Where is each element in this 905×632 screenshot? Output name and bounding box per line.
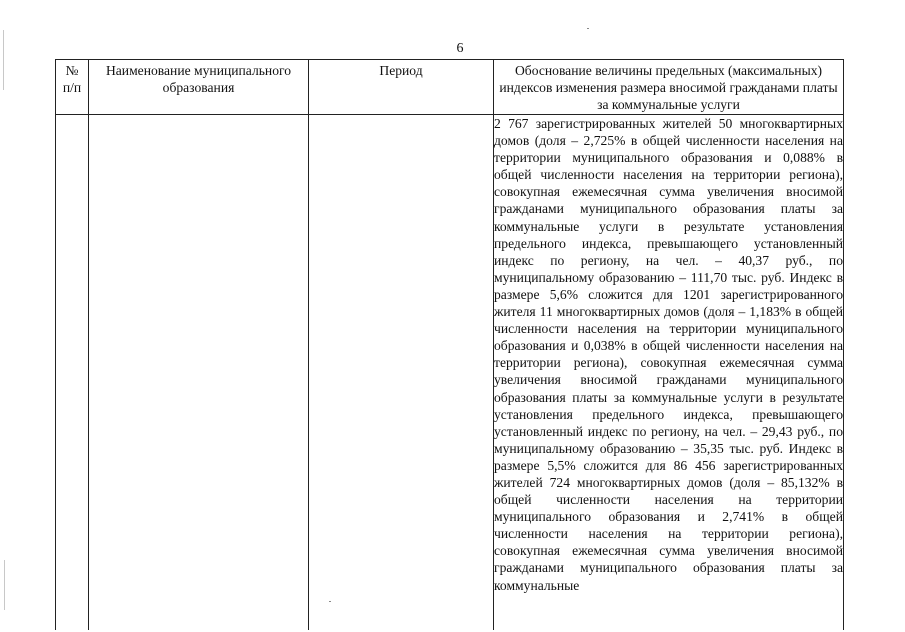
- justification-table: [55, 59, 844, 630]
- basis-text: 2 767 зарегистрированных жителей 50 многоквартирных домов (доля – 2,725% в общей численности населения на территории муниципального образования и 0,088% в общей численности населения на территории региона), совокупная ежемесячная сумма увеличения вносимой гражданами муниципального образования платы за коммунальные услуги в результате установления предельного индекса, превышающего установленный индекс по региону, на чел. – 40,37 руб., по муниципальному образованию – 111,70 тыс. руб. Индекс в размере 5,6% сложится для 1201 зарегистрированного жителя 11 многоквартирных домов (доля – 1,183% в общей численности населения на территории муниципального образования и 0,038% в общей численности населения на территории региона), совокупная ежемесячная сумма увеличения вносимой гражданами муниципального образования платы за коммунальные услуги в результате установления предельного индекса, превышающего установленный индекс по региону, на чел. – 29,43 руб., по муниципальному образованию – 35,35 тыс. руб. Индекс в размере 5,5% сложится для 86 456 зарегистрированных жителей 724 многоквартирных домов (доля – 85,132% в общей численности населения на территории муниципального образования и 2,741% в общей численности населения на территории региона), совокупная ежемесячная сумма увеличения вносимой гражданами муниципального образования платы за коммунальные: [494, 116, 843, 593]
- cell-number: [56, 115, 89, 631]
- page-number: 6: [456, 41, 464, 56]
- cell-period: [309, 115, 494, 631]
- scan-speck: [329, 601, 331, 602]
- header-municipality-name: Наименование муниципального образования: [89, 60, 309, 115]
- cell-municipality-name: [89, 115, 309, 631]
- table-header-row: [56, 60, 844, 115]
- header-basis: Обоснование величины предельных (максимальных) индексов изменения размера вносимой гражданами платы за коммунальные услуги: [494, 60, 844, 115]
- cell-basis: [494, 115, 844, 631]
- header-number: № п/п: [56, 60, 89, 115]
- header-period: Период: [309, 60, 494, 115]
- scan-speck: [587, 28, 589, 29]
- scan-edge-mark-left: [3, 30, 4, 90]
- table-row: [56, 115, 844, 631]
- scan-edge-mark-left-lower: [4, 560, 5, 610]
